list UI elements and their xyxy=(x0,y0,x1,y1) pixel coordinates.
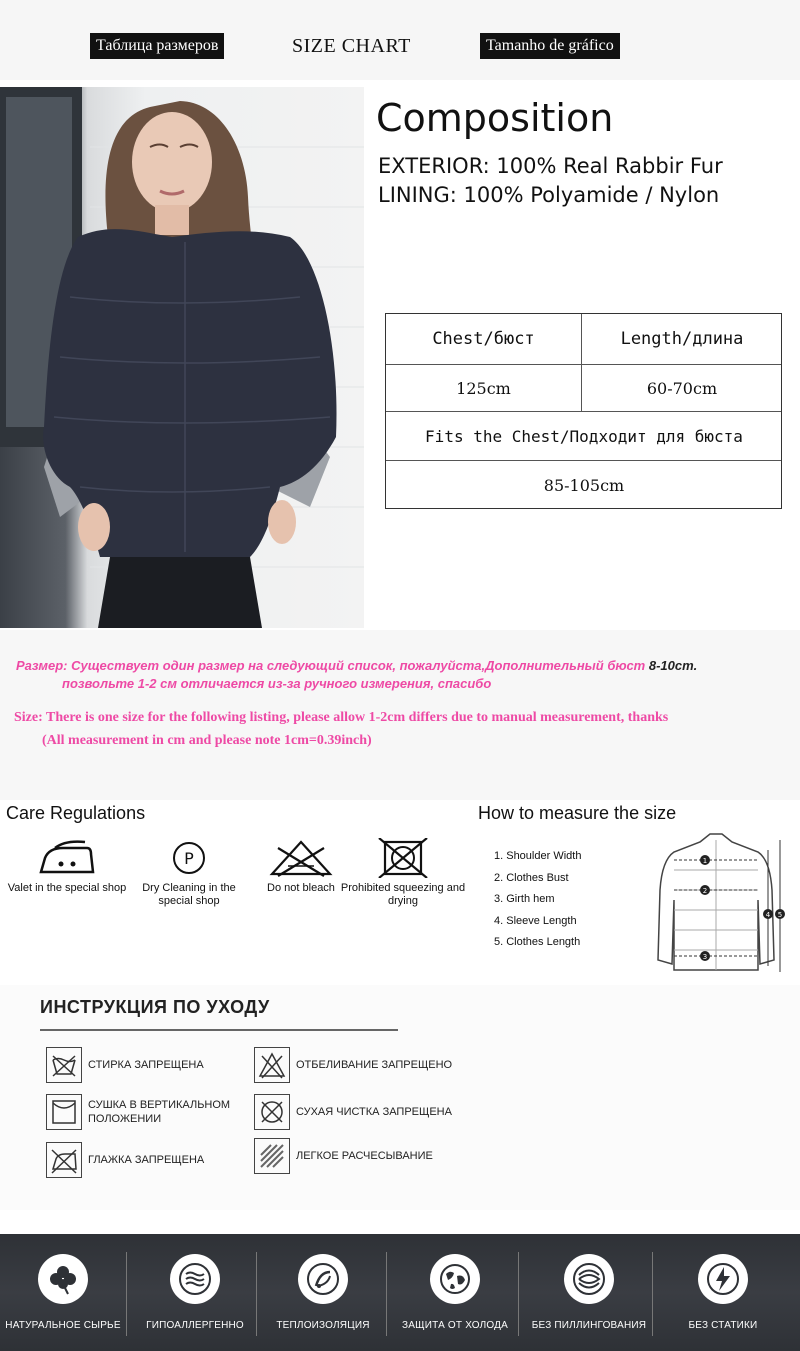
care-item-dry-clean xyxy=(124,838,254,908)
composition-lining: LINING: 100% Polyamide / Nylon xyxy=(378,183,720,207)
feature-no-pilling xyxy=(530,1254,648,1331)
chest-value: 125cm xyxy=(456,378,511,398)
globe-icon xyxy=(438,1262,472,1296)
care-item-no-wring xyxy=(338,838,468,908)
measure-marker-label: 2 xyxy=(702,887,708,895)
no-bleach-triangle-icon xyxy=(257,1050,287,1080)
measure-marker-label: 4 xyxy=(765,911,771,919)
measure-list xyxy=(494,849,581,957)
no-bleach-icon xyxy=(266,838,336,878)
svg-text:P: P xyxy=(184,849,194,868)
note-en-line2: (All measurement in cm and please note 1cm=0.39inch) xyxy=(42,733,372,748)
header-label-ru: Таблица размеров xyxy=(90,33,224,59)
feature-label: НАТУРАЛЬНОЕ СЫРЬЕ xyxy=(5,1320,121,1331)
measure-item: 4. Sleeve Length xyxy=(494,914,577,927)
vertical-dry-icon xyxy=(49,1097,79,1127)
ru-care-label: ЛЕГКОЕ РАСЧЕСЫВАНИЕ xyxy=(296,1150,433,1162)
measure-marker-label: 3 xyxy=(702,953,708,961)
feature-hypoallergenic xyxy=(136,1254,254,1331)
ru-care-label: СУХАЯ ЧИСТКА ЗАПРЕЩЕНА xyxy=(296,1106,452,1118)
feature-natural xyxy=(4,1254,122,1331)
feature-no-static xyxy=(664,1254,782,1331)
size-chart-header xyxy=(0,0,800,80)
care-label-no-wring: Prohibited squeezing and drying xyxy=(340,882,466,907)
light-brush-icon xyxy=(257,1141,287,1171)
measure-item: 3. Girth hem xyxy=(494,893,555,905)
fits-chest-header: Fits the Chest/Подходит для бюста xyxy=(425,426,743,446)
jacket-diagram xyxy=(650,828,795,978)
no-wring-icon xyxy=(371,838,435,878)
feature-label: ТЕПЛОИЗОЛЯЦИЯ xyxy=(276,1320,370,1331)
feature-insulation xyxy=(264,1254,382,1331)
feature-label: ЗАЩИТА ОТ ХОЛОДА xyxy=(402,1320,508,1331)
header-label-pt: Tamanho de gráfico xyxy=(480,33,620,59)
feature-cold-protection xyxy=(396,1254,514,1331)
no-wash-icon xyxy=(49,1050,79,1080)
ru-care-item-no-bleach xyxy=(254,1047,452,1083)
chest-header: Chest/бюст xyxy=(432,329,535,349)
ru-care-item-no-iron xyxy=(46,1142,204,1178)
measure-item: 2. Clothes Bust xyxy=(494,871,569,884)
iron-icon xyxy=(35,838,99,878)
ru-care-item-no-wash xyxy=(46,1047,204,1083)
ru-care-label: ГЛАЖКА ЗАПРЕЩЕНА xyxy=(88,1154,205,1166)
length-header: Length/длина xyxy=(620,329,744,349)
feature-label: БЕЗ ПИЛЛИНГОВАНИЯ xyxy=(531,1320,647,1331)
ru-care-item-vertical-dry xyxy=(46,1094,248,1130)
no-dry-clean-icon xyxy=(257,1097,287,1127)
care-label-no-bleach: Do not bleach xyxy=(267,882,335,894)
care-item-iron xyxy=(2,838,132,895)
note-ru-line1: Размер: Существует один размер на следующий список, пожалуйста,Дополнительный бюст 8-10cm. xyxy=(16,658,698,673)
size-notes xyxy=(0,630,800,800)
clover-icon xyxy=(46,1262,80,1296)
no-iron-icon xyxy=(49,1145,79,1175)
note-ru-line2: позвольте 1-2 см отличается из-за ручного измерения, спасибо xyxy=(62,676,492,691)
ru-care-item-light-brush xyxy=(254,1138,433,1174)
ru-care-divider xyxy=(40,1029,398,1031)
dry-clean-p-icon xyxy=(157,838,221,878)
measure-marker-label: 5 xyxy=(777,911,783,919)
care-title: Care Regulations xyxy=(6,803,146,823)
pilling-icon xyxy=(572,1262,606,1296)
care-label-iron: Valet in the special shop xyxy=(7,882,127,894)
ru-care-label: СТИРКА ЗАПРЕЩЕНА xyxy=(88,1059,204,1071)
ru-care-item-no-dry-clean xyxy=(254,1094,452,1130)
size-table xyxy=(385,313,782,509)
length-value: 60-70cm xyxy=(646,378,718,398)
header-label-en: SIZE CHART xyxy=(292,35,411,57)
measure-item: 5. Clothes Length xyxy=(494,936,581,948)
measure-marker-label: 1 xyxy=(702,857,708,865)
fits-chest-value: 85-105cm xyxy=(543,475,625,495)
lightning-icon xyxy=(706,1262,740,1296)
insulation-icon xyxy=(306,1262,340,1296)
ru-care-label: ОТБЕЛИВАНИЕ ЗАПРЕЩЕНО xyxy=(296,1059,453,1071)
composition-title: Composition xyxy=(376,96,614,140)
ru-care-title: ИНСТРУКЦИЯ ПО УХОДУ xyxy=(40,997,270,1017)
note-en-line1: Size: There is one size for the following listing, please allow 1-2cm differs due to manual measurement, thanks xyxy=(14,710,669,725)
ru-care-label: СУШКА В ВЕРТИКАЛЬНОМ ПОЛОЖЕНИИ xyxy=(88,1099,231,1125)
product-photo xyxy=(0,87,364,628)
care-label-dry-clean: Dry Cleaning in the special shop xyxy=(142,882,236,907)
features-strip xyxy=(0,1234,800,1351)
waves-icon xyxy=(178,1262,212,1296)
feature-label: БЕЗ СТАТИКИ xyxy=(688,1320,758,1331)
feature-label: ГИПОАЛЛЕРГЕННО xyxy=(146,1320,244,1331)
measure-item: 1. Shoulder Width xyxy=(494,850,582,862)
composition-exterior: EXTERIOR: 100% Real Rabbir Fur xyxy=(378,154,723,178)
measure-title: How to measure the size xyxy=(478,803,677,823)
